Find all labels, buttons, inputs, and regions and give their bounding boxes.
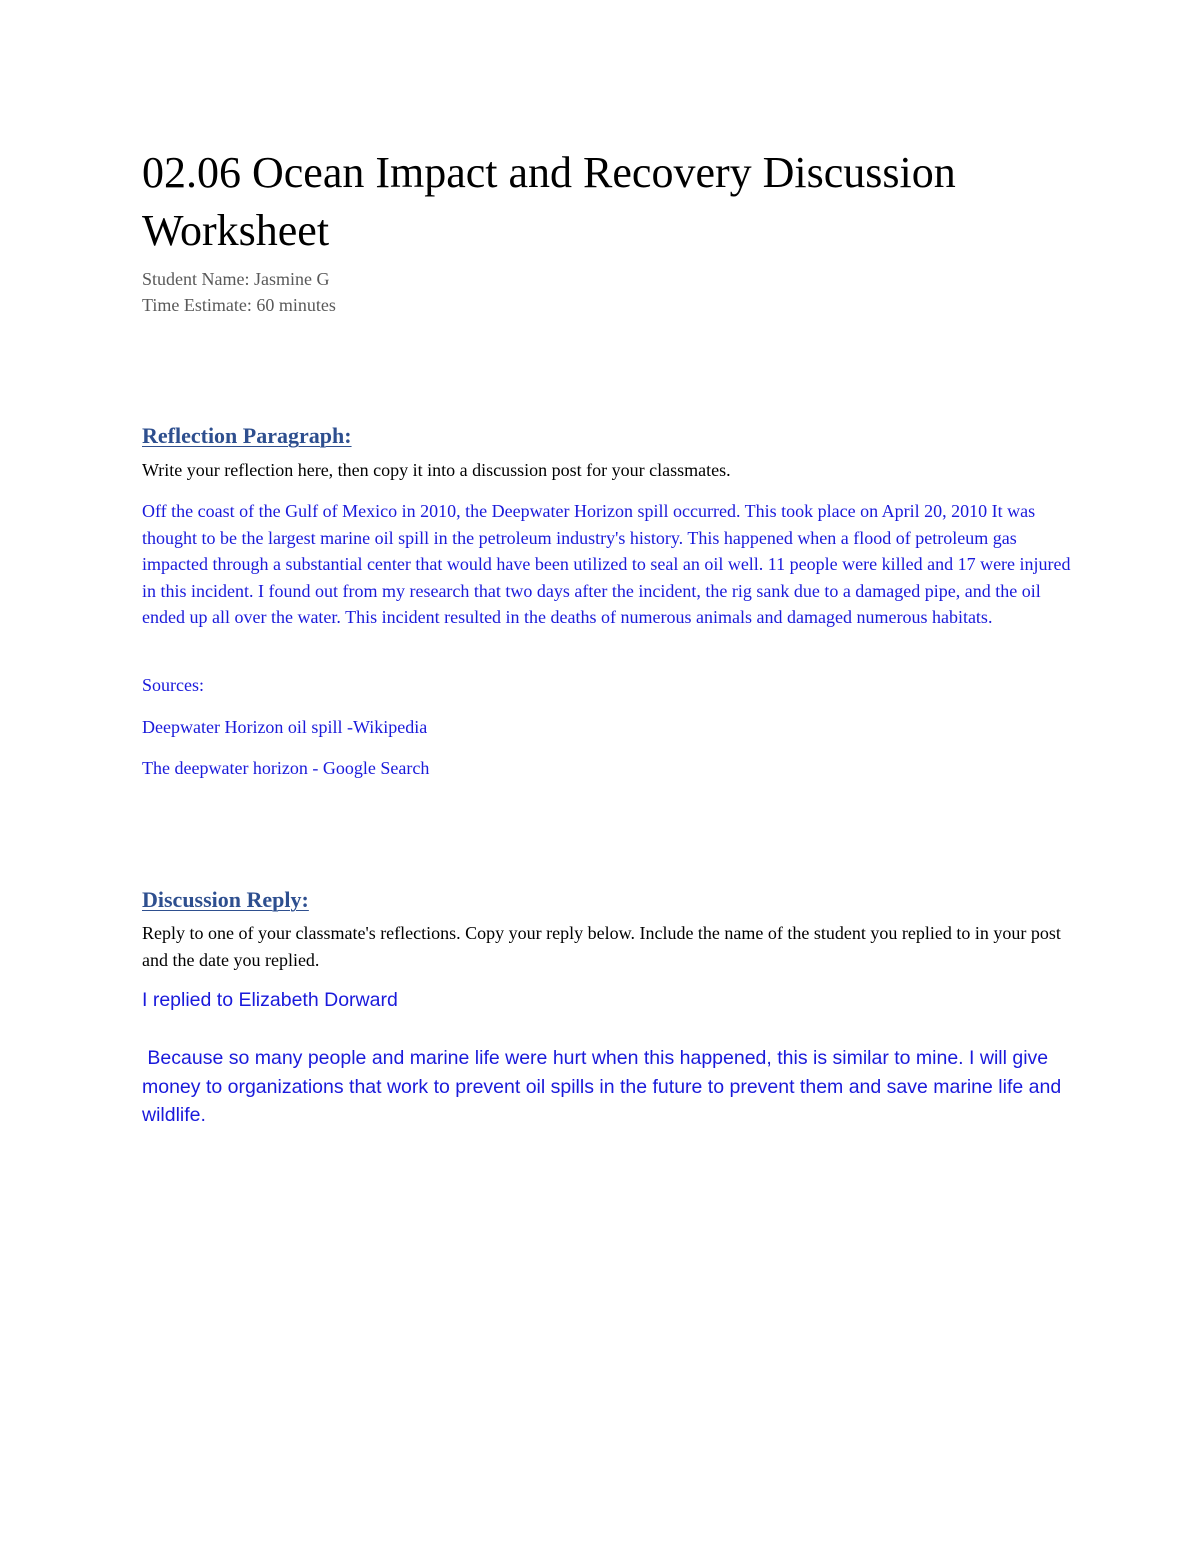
replied-to-text: I replied to Elizabeth Dorward (142, 989, 398, 1011)
discussion-instruction: Reply to one of your classmate's reflections. Copy your reply below. Include the name of the student you replied to in your post and the date you replied. (142, 923, 1061, 970)
document-title: 02.06 Ocean Impact and Recovery Discussion Worksheet (142, 148, 956, 255)
source-link-wikipedia[interactable]: Deepwater Horizon oil spill -Wikipedia (142, 717, 428, 737)
student-name: Student Name: Jasmine G (142, 269, 330, 289)
reflection-heading: Reflection Paragraph: (142, 423, 352, 448)
reflection-paragraph: Off the coast of the Gulf of Mexico in 2010, the Deepwater Horizon spill occurred. This took place on April 20, 2010 It was thought to be the largest marine oil spill in the petroleum industry's history. This happened when a flood of petroleum gas impacted through a substantial center that would have been utilized to seal an oil well. 11 people were killed and 17 were injured in this incident. I found out from my research that two days after the incident, the rig sank due to a damaged pipe, and the oil ended up all over the water. This incident resulted in the deaths of numerous animals and damaged numerous habitats. (142, 501, 1071, 627)
time-estimate: Time Estimate: 60 minutes (142, 295, 336, 315)
discussion-heading: Discussion Reply: (142, 887, 309, 912)
discussion-reply-text: Because so many people and marine life were hurt when this happened, this is similar to mine. I will give money to organizations that work to prevent oil spills in the future to prevent them and save marine life and wildlife. (142, 1047, 1067, 1126)
reflection-instruction: Write your reflection here, then copy it into a discussion post for your classmates. (142, 460, 731, 480)
source-link-google[interactable]: The deepwater horizon - Google Search (142, 758, 430, 778)
sources-label: Sources: (142, 675, 204, 695)
